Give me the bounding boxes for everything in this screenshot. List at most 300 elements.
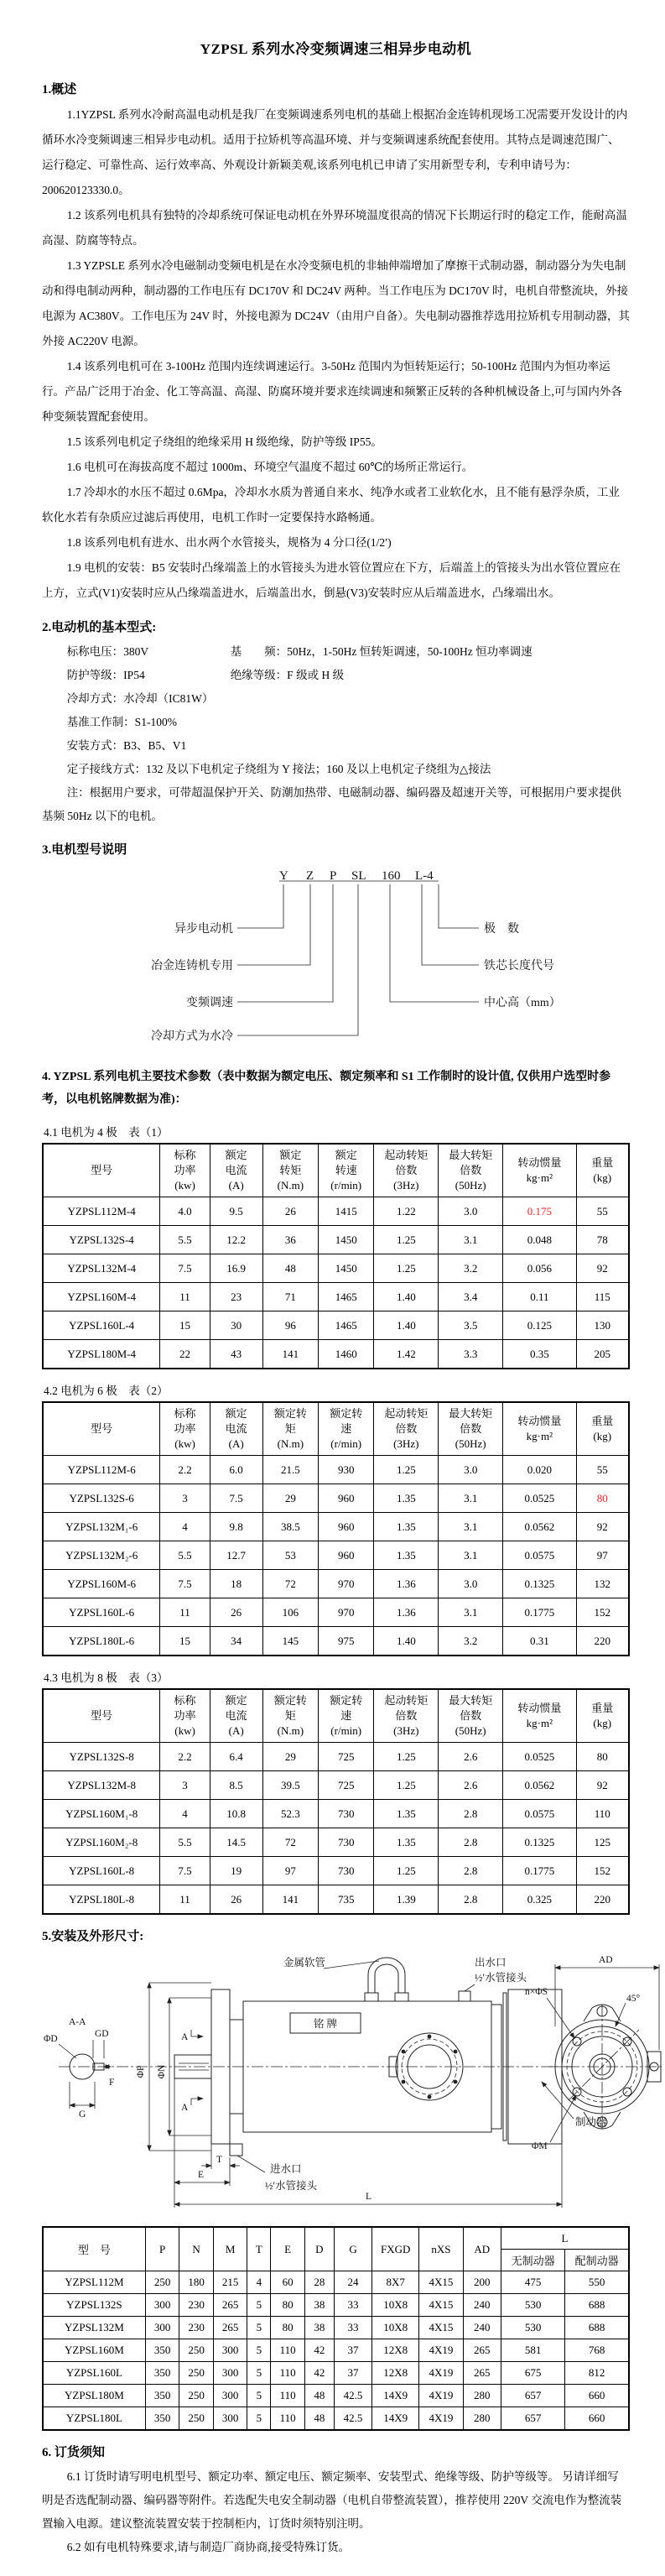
value-cell: 2.8 [439, 1800, 503, 1828]
model-cell: YZPSL160L-8 [43, 1857, 160, 1885]
value-cell: 72 [262, 1570, 318, 1598]
value-cell: 11 [160, 1598, 210, 1627]
value-cell: 730 [319, 1828, 374, 1857]
column-header: D [304, 2227, 334, 2271]
value-cell: 132 [576, 1570, 629, 1598]
value-cell: 3.1 [439, 1513, 503, 1541]
model-cell: YZPSL180M-4 [43, 1340, 160, 1369]
column-header: 转动惯量 kg·m² [503, 1144, 576, 1197]
value-cell: 110 [271, 2339, 305, 2362]
value-cell: 1.40 [374, 1311, 439, 1340]
value-cell: 930 [319, 1456, 374, 1484]
column-header: 额定转 速 (r/min) [319, 1689, 374, 1743]
value-cell: 0.0562 [503, 1771, 576, 1800]
table-row [43, 1197, 629, 1226]
value-cell: 688 [565, 2294, 629, 2317]
diagram-label-async-motor: 异步电动机 [174, 923, 233, 936]
value-cell: 23 [210, 1283, 262, 1311]
value-cell: 80 [271, 2294, 305, 2317]
value-cell: 19 [210, 1857, 262, 1885]
value-cell: 265 [213, 2294, 247, 2317]
section-2-body [42, 640, 630, 781]
value-cell: 960 [319, 1541, 374, 1570]
spec-line: 安装方式：B3、B5、V1 [66, 739, 187, 752]
page-title: YZPSL 系列水冷变频调速三相异步电动机 [200, 41, 472, 57]
value-cell: 300 [145, 2294, 179, 2317]
value-cell: 15 [160, 1311, 210, 1340]
value-cell: 1.40 [374, 1627, 439, 1656]
value-cell: 960 [319, 1484, 374, 1513]
model-cell: YZPSL160M-4 [43, 1283, 160, 1311]
value-cell: 30 [210, 1311, 262, 1340]
table-row [43, 1340, 629, 1369]
value-cell: 0.0575 [503, 1800, 576, 1828]
value-cell: 7.5 [160, 1570, 210, 1598]
model-cell: YZPSL132S [43, 2294, 145, 2317]
paragraph: 1.8 该系列电机有进水、出水两个水管接头，规格为 4 分口径(1/2′) [66, 536, 392, 549]
value-cell: 735 [319, 1885, 374, 1915]
section-1-body [42, 102, 630, 606]
nameplate-label: 铭 牌 [313, 2018, 338, 2030]
column-header: 型 号 [43, 2227, 145, 2271]
value-cell: 18 [210, 1570, 262, 1598]
value-cell: 3.1 [439, 1598, 503, 1627]
value-cell: 42 [304, 2362, 334, 2385]
paragraph: 1.3 YZPSLE 系列水冷电磁制动变频电机是在水冷变频电机的非轴伸端增加了摩擦干式制动器，制动器分为失电制动和得电制动两种，制动器的工作电压有 DC170V 和 DC24V 两种。当工作电压为 DC170V 时，电机自带整流块，外接电源为 AC380V。工作电压为 24V 时，外接电源为 DC24V（由用户自备）。失电制动器推荐选用拉矫机专用制动器，其外接 AC220V 电源。 [42, 259, 631, 347]
value-cell: 1450 [319, 1254, 374, 1283]
column-header: 额定转 矩 (N.m) [262, 1689, 318, 1743]
value-cell: 48 [262, 1254, 318, 1283]
value-cell: 1.35 [374, 1541, 439, 1570]
value-cell: 80 [271, 2317, 305, 2339]
table-row [43, 1857, 629, 1885]
dim-label-dia-p: ΦP [136, 2065, 146, 2078]
value-cell: 22 [160, 1340, 210, 1369]
dim-label-dia-n: ΦN [157, 2064, 167, 2079]
value-cell: 300 [145, 2317, 179, 2339]
spec-table-4pole [42, 1143, 630, 1369]
value-cell: 11 [160, 1885, 210, 1915]
paragraph: 1.4 该系列电机可在 3-100Hz 范围内连续调速运行。3-50Hz 范围内为恒转矩运行；50-100Hz 范围内为恒功率运行。产品广泛用于冶金、化工等高温、高湿、防腐环境并要求连续调速和频繁正反转的各种机械设备上,可与国内外各种变频装置配套使用。 [42, 360, 622, 423]
column-header: 最大转矩 倍数 (50Hz) [439, 1144, 503, 1197]
value-cell: 250 [179, 2385, 214, 2407]
value-cell: 12X8 [372, 2362, 419, 2385]
table-row [43, 1598, 629, 1627]
value-cell: 110 [271, 2385, 305, 2407]
value-cell: 0.020 [503, 1456, 576, 1484]
value-cell: 6.0 [210, 1456, 262, 1484]
value-cell: 250 [145, 2271, 179, 2294]
paragraph: 1.7 冷却水的水压不超过 0.6Mpa，冷却水水质为普通自来水、纯净水或者工业软化水，且不能有悬浮杂质，工业软化水若有杂质应过滤后再使用，电机工作时一定要保持水路畅通。 [42, 486, 620, 524]
value-cell: 0.325 [503, 1885, 576, 1915]
table-row [43, 2385, 629, 2407]
value-cell: 530 [501, 2294, 565, 2317]
column-header: 起动转矩 倍数 (3Hz) [374, 1689, 439, 1743]
value-cell: 4X19 [419, 2407, 463, 2431]
model-designation-diagram [42, 863, 630, 1052]
column-header: 标称 功率 (kw) [160, 1402, 210, 1456]
value-cell: 141 [262, 1885, 318, 1915]
value-cell: 10X8 [372, 2317, 419, 2339]
value-cell: 5 [247, 2317, 271, 2339]
spec-line: 防护等级：IP54 绝缘等级：F 级或 H 级 [66, 669, 345, 681]
value-cell: 1.42 [374, 1340, 439, 1369]
value-cell: 300 [213, 2407, 247, 2431]
value-cell: 5.5 [160, 1541, 210, 1570]
spec-line: 定子接线方式：132 及以下电机定子绕组为 Y 接法；160 及以上电机定子绕组为△接法 [66, 763, 491, 775]
value-cell: 80 [576, 1743, 629, 1771]
value-cell: 240 [463, 2317, 501, 2339]
value-cell: 3.2 [439, 1254, 503, 1283]
value-cell: 53 [262, 1541, 318, 1570]
value-cell: 125 [576, 1828, 629, 1857]
section-mark-a-bottom: A [181, 2103, 189, 2113]
model-code-diagram-svg [60, 863, 613, 1049]
value-cell: 42.5 [334, 2407, 371, 2431]
value-cell: 130 [576, 1311, 629, 1340]
value-cell: 55 [576, 1456, 629, 1484]
value-cell: 688 [565, 2317, 629, 2339]
model-cell: YZPSL132S-8 [43, 1743, 160, 1771]
table-row [43, 2271, 629, 2294]
column-header: 额定转 矩 (N.m) [262, 1402, 318, 1456]
outline-drawing [42, 1949, 641, 2223]
value-cell: 0.056 [503, 1254, 576, 1283]
value-cell: 300 [213, 2385, 247, 2407]
value-cell: 960 [319, 1513, 374, 1541]
table2-caption: 4.2 电机为 6 极 表（2） [44, 1384, 169, 1397]
value-cell: 300 [213, 2362, 247, 2385]
value-cell: 26 [210, 1885, 262, 1915]
column-header: T [247, 2227, 271, 2271]
value-cell: 530 [501, 2317, 565, 2339]
column-header: L [501, 2227, 629, 2250]
value-cell: 265 [463, 2362, 501, 2385]
value-cell: 12X8 [372, 2339, 419, 2362]
value-cell: 92 [576, 1254, 629, 1283]
value-cell: 730 [319, 1800, 374, 1828]
value-cell: 3.3 [439, 1340, 503, 1369]
table-row [43, 1254, 629, 1283]
value-cell: 1.35 [374, 1828, 439, 1857]
value-cell: 2.2 [160, 1456, 210, 1484]
column-header: M [213, 2227, 247, 2271]
paragraph: 1.5 该系列电机定子绕组的绝缘采用 H 级绝缘，防护等级 IP55。 [66, 435, 382, 448]
value-cell: 0.31 [503, 1627, 576, 1656]
column-header: 重量 (kg) [576, 1689, 629, 1743]
value-cell: 581 [501, 2339, 565, 2362]
value-cell: 33 [334, 2317, 371, 2339]
value-cell: 970 [319, 1570, 374, 1598]
diagram-label-water-cooling: 冷却方式为水冷 [150, 1030, 233, 1043]
value-cell: 34 [210, 1627, 262, 1656]
value-cell: 14.5 [210, 1828, 262, 1857]
value-cell: 152 [576, 1857, 629, 1885]
model-cell: YZPSL160M₁-8 [43, 1800, 160, 1828]
value-cell: 3.0 [439, 1197, 503, 1226]
value-cell: 2.8 [439, 1885, 503, 1915]
value-cell: 4X19 [419, 2385, 463, 2407]
value-cell: 0.048 [503, 1226, 576, 1254]
value-cell: 92 [576, 1513, 629, 1541]
value-cell: 5 [247, 2407, 271, 2431]
table-row [43, 1800, 629, 1828]
value-cell: 38 [304, 2317, 334, 2339]
spec-table-8pole [42, 1688, 630, 1915]
table-row [43, 1541, 629, 1570]
value-cell: 4X15 [419, 2294, 463, 2317]
value-cell: 240 [463, 2294, 501, 2317]
value-cell: 28 [304, 2271, 334, 2294]
dim-label-dia-d: ΦD [44, 2034, 58, 2044]
model-cell: YZPSL160L [43, 2362, 145, 2385]
value-cell: 4X19 [419, 2362, 463, 2385]
value-cell: 5.5 [160, 1226, 210, 1254]
value-cell: 9.5 [210, 1197, 262, 1226]
value-cell: 657 [501, 2385, 565, 2407]
column-header: AD [463, 2227, 501, 2271]
value-cell: 4X15 [419, 2271, 463, 2294]
value-cell: 725 [319, 1771, 374, 1800]
value-cell: 12.2 [210, 1226, 262, 1254]
column-header: E [271, 2227, 305, 2271]
section-2-note: 注：根据用户要求，可带超温保护开关、防潮加热带、电磁制动器、编码器及超速开关等，可根据用户要求提供基频 50Hz 以下的电机。 [42, 786, 622, 822]
dim-label-g: G [79, 2109, 86, 2120]
column-header: nXS [419, 2227, 463, 2271]
table-row [43, 1570, 629, 1598]
value-cell: 660 [565, 2407, 629, 2431]
column-header: G [334, 2227, 371, 2271]
table-row [43, 1743, 629, 1771]
code-part-l4: L-4 [414, 869, 434, 883]
value-cell: 1.40 [374, 1283, 439, 1311]
value-cell: 0.175 [503, 1197, 576, 1226]
model-cell: YZPSL132S-4 [43, 1226, 160, 1254]
value-cell: 1.36 [374, 1570, 439, 1598]
model-cell: YZPSL160M₂-8 [43, 1828, 160, 1857]
value-cell: 43 [210, 1340, 262, 1369]
table3-caption: 4.3 电机为 8 极 表（3） [44, 1671, 169, 1684]
value-cell: 3 [160, 1771, 210, 1800]
value-cell: 3.1 [439, 1226, 503, 1254]
dim-label-nxs: n×ΦS [525, 1987, 548, 1997]
value-cell: 26 [210, 1598, 262, 1627]
value-cell: 230 [179, 2317, 214, 2339]
dim-label-gd: GD [95, 2029, 109, 2039]
value-cell: 657 [501, 2407, 565, 2431]
value-cell: 550 [565, 2271, 629, 2294]
value-cell: 11 [160, 1283, 210, 1311]
section-aa-label: A-A [69, 2017, 86, 2027]
value-cell: 0.0562 [503, 1513, 576, 1541]
value-cell: 350 [145, 2407, 179, 2431]
value-cell: 8X7 [372, 2271, 419, 2294]
model-cell: YZPSL132M₁-6 [43, 1513, 160, 1541]
value-cell: 3.5 [439, 1311, 503, 1340]
value-cell: 1460 [319, 1340, 374, 1369]
value-cell: 0.1775 [503, 1598, 576, 1627]
model-cell: YZPSL180L-8 [43, 1885, 160, 1915]
value-cell: 14X9 [372, 2385, 419, 2407]
value-cell: 280 [463, 2385, 501, 2407]
value-cell: 60 [271, 2271, 305, 2294]
value-cell: 5 [247, 2294, 271, 2317]
model-cell: YZPSL160L-4 [43, 1311, 160, 1340]
value-cell: 0.0575 [503, 1541, 576, 1570]
column-header: 起动转矩 倍数 (3Hz) [374, 1402, 439, 1456]
value-cell: 10.8 [210, 1800, 262, 1828]
value-cell: 48 [304, 2407, 334, 2431]
value-cell: 26 [262, 1197, 318, 1226]
value-cell: 1.25 [374, 1857, 439, 1885]
paragraph: 1.1YZPSL 系列水冷耐高温电动机是我厂在变频调速系列电机的基础上根据冶金连铸机现场工况需要开发设计的内循环水冷变频调速三相异步电动机。适用于拉矫机等高温环境、并与变频调速系统配套使用。其特点是调速范围广、运行稳定、可靠性高、运行效率高、外观设计新颖美观,该系列电机已申请了实用新型专利，专利申请号为：200620123330.0。 [42, 108, 628, 196]
section-6-heading: 6. 订货须知 [42, 2446, 106, 2459]
section-5-heading: 5.安装及外形尺寸: [42, 1930, 144, 1943]
table-row [43, 1311, 629, 1340]
column-header: N [179, 2227, 214, 2271]
value-cell: 29 [262, 1743, 318, 1771]
value-cell: 37 [334, 2362, 371, 2385]
value-cell: 37 [334, 2339, 371, 2362]
spec-line: 标称电压：380V 基 频：50Hz，1-50Hz 恒转矩调速，50-100Hz 恒功率调速 [66, 645, 533, 658]
value-cell: 12.7 [210, 1541, 262, 1570]
value-cell: 5.5 [160, 1828, 210, 1857]
outline-drawing-svg [42, 1949, 662, 2219]
value-cell: 39.5 [262, 1771, 318, 1800]
section-1-heading: 1.概述 [42, 83, 77, 96]
value-cell: 725 [319, 1743, 374, 1771]
value-cell: 2.6 [439, 1771, 503, 1800]
column-header: 型号 [43, 1402, 160, 1456]
diagram-label-metallurgy: 冶金连铸机专用 [150, 960, 233, 973]
column-header: 额定转 速 (r/min) [319, 1402, 374, 1456]
value-cell: 350 [145, 2362, 179, 2385]
value-cell: 4.0 [160, 1197, 210, 1226]
diagram-label-poles: 极 数 [483, 923, 519, 936]
column-header: 最大转矩 倍数 (50Hz) [439, 1689, 503, 1743]
column-subheader: 无制动器 [501, 2250, 565, 2271]
value-cell: 250 [179, 2407, 214, 2431]
value-cell: 230 [179, 2294, 214, 2317]
value-cell: 4X15 [419, 2317, 463, 2339]
section-mark-a-top: A [181, 2032, 189, 2042]
column-header: 最大转矩 倍数 (50Hz) [439, 1402, 503, 1456]
value-cell: 72 [262, 1828, 318, 1857]
value-cell: 10X8 [372, 2294, 419, 2317]
model-cell: YZPSL160M-6 [43, 1570, 160, 1598]
dim-label-dia-m: ΦM [532, 2141, 548, 2151]
value-cell: 3.1 [439, 1541, 503, 1570]
code-part-z: Z [305, 869, 314, 883]
column-header: 型号 [43, 1144, 160, 1197]
value-cell: 52.3 [262, 1800, 318, 1828]
value-cell: 2.6 [439, 1743, 503, 1771]
section-3-heading: 3.电机型号说明 [42, 843, 127, 857]
value-cell: 812 [565, 2362, 629, 2385]
value-cell: 730 [319, 1857, 374, 1885]
value-cell: 0.1775 [503, 1857, 576, 1885]
value-cell: 2.2 [160, 1743, 210, 1771]
value-cell: 1450 [319, 1226, 374, 1254]
column-header: 额定 转速 (r/min) [319, 1144, 374, 1197]
value-cell: 110 [271, 2362, 305, 2385]
table-row [43, 1456, 629, 1484]
value-cell: 1.36 [374, 1598, 439, 1627]
value-cell: 145 [262, 1627, 318, 1656]
value-cell: 5 [247, 2385, 271, 2407]
diagram-label-center-height: 中心高（mm） [483, 997, 561, 1009]
value-cell: 24 [334, 2271, 371, 2294]
value-cell: 0.1325 [503, 1828, 576, 1857]
value-cell: 1.25 [374, 1226, 439, 1254]
value-cell: 21.5 [262, 1456, 318, 1484]
paragraph: 6.1 订货时请写明电机型号、额定功率、额定电压、额定频率、安装型式、绝缘等级、防护等级等。 另请详细写明是否选配制动器、编码器等附件。若选配失电安全制动器（电机自带整流装置），推荐使用 220V 交流电作为整流装置输入电源。建议整流装置安装于控制柜内，订货时须特别注明。 [42, 2470, 622, 2530]
table-row [43, 2362, 629, 2385]
paragraph: 1.2 该系列电机具有独特的冷却系统可保证电动机在外界环境温度很高的情况下长期运行时的稳定工作，能耐高温高湿、防腐等特点。 [42, 209, 627, 247]
table-row [43, 1484, 629, 1513]
column-header: 起动转矩 倍数 (3Hz) [374, 1144, 439, 1197]
value-cell: 205 [576, 1340, 629, 1369]
value-cell: 250 [179, 2362, 214, 2385]
model-cell: YZPSL132S-6 [43, 1484, 160, 1513]
value-cell: 0.0525 [503, 1743, 576, 1771]
dim-label-e: E [198, 2170, 205, 2180]
column-header: FXGD [372, 2227, 419, 2271]
model-cell: YZPSL112M [43, 2271, 145, 2294]
metal-hose-label: 金属软管 [283, 1957, 326, 1969]
value-cell: 9.8 [210, 1513, 262, 1541]
value-cell: 0.1325 [503, 1570, 576, 1598]
inlet-label: 进水口 [270, 2163, 302, 2175]
table-row [43, 2294, 629, 2317]
dim-label-45deg: 45° [626, 1994, 641, 2004]
value-cell: 2.8 [439, 1857, 503, 1885]
value-cell: 3.1 [439, 1484, 503, 1513]
value-cell: 1.25 [374, 1456, 439, 1484]
table1-caption: 4.1 电机为 4 极 表（1） [44, 1126, 169, 1139]
value-cell: 675 [501, 2362, 565, 2385]
paragraph: 1.9 电机的安装：B5 安装时凸缘端盖上的水管接头为进水管位置应在下方，后端盖上的管接头为出水管位置应在上方，立式(V1)安装时应从凸缘端盖进水，后端盖出水，倒悬(V3)安装时应从后端盖进水，凸缘端出水。 [42, 561, 621, 599]
spec-line: 冷却方式：水冷却（IC81W） [66, 692, 214, 705]
model-cell: YZPSL132M₂-6 [43, 1541, 160, 1570]
column-header: 额定 电流 (A) [210, 1402, 262, 1456]
inlet-joint-label: ½′水管接头 [265, 2180, 318, 2192]
value-cell: 8.5 [210, 1771, 262, 1800]
value-cell: 7.5 [160, 1857, 210, 1885]
value-cell: 768 [565, 2339, 629, 2362]
model-cell: YZPSL112M-4 [43, 1197, 160, 1226]
value-cell: 4X19 [419, 2339, 463, 2362]
column-header: 转动惯量 kg·m² [503, 1402, 576, 1456]
diagram-label-core-length: 铁芯长度代号 [483, 960, 554, 973]
value-cell: 55 [576, 1197, 629, 1226]
paragraph: 1.6 电机可在海拔高度不超过 1000m、环境空气温度不超过 60℃的场所正常运行。 [66, 461, 474, 473]
value-cell: 0.11 [503, 1283, 576, 1311]
value-cell: 350 [145, 2339, 179, 2362]
value-cell: 1.35 [374, 1800, 439, 1828]
model-cell: YZPSL132M [43, 2317, 145, 2339]
value-cell: 92 [576, 1771, 629, 1800]
table-row [43, 2317, 629, 2339]
model-cell: YZPSL132M-4 [43, 1254, 160, 1283]
value-cell: 14X9 [372, 2407, 419, 2431]
value-cell: 220 [576, 1627, 629, 1656]
value-cell: 4 [247, 2271, 271, 2294]
value-cell: 110 [271, 2407, 305, 2431]
value-cell: 4 [160, 1513, 210, 1541]
model-cell: YZPSL180M [43, 2385, 145, 2407]
value-cell: 970 [319, 1598, 374, 1627]
